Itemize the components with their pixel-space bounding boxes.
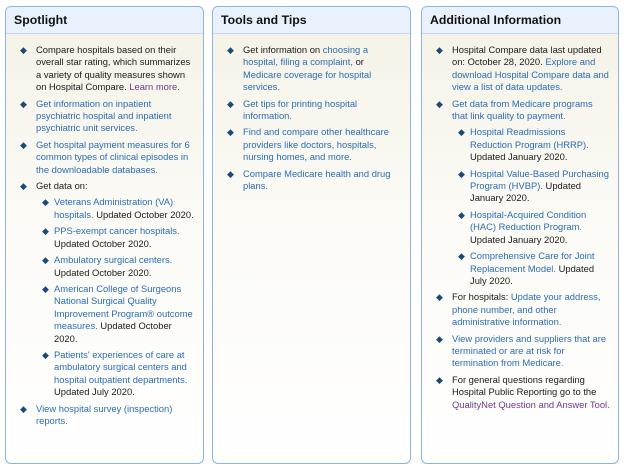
list-item [227, 44, 402, 94]
sub-list-item [452, 250, 610, 287]
compare-plans-link[interactable]: Compare Medicare health and drug plans. [243, 167, 391, 192]
psychiatric-info-link[interactable]: Get information on inpatient psychiatric hospital and inpatient psychiatric unit services. [36, 97, 172, 134]
choosing-hospital-link[interactable]: choosing a hospital, filing a complaint, [243, 44, 369, 68]
tools-title: Tools and Tips [213, 7, 410, 34]
updated-text: Updated October 2020. [54, 266, 152, 278]
bullet-icon: ◆ [20, 139, 27, 150]
list-item [20, 403, 195, 428]
additional-title: Additional Information [422, 7, 618, 34]
updated-text: Updated July 2020. [54, 386, 135, 398]
list-item [20, 180, 195, 399]
additional-list [422, 34, 618, 411]
updated-text: Updated January 2020. [470, 180, 581, 204]
sub-list-item [452, 168, 610, 205]
bullet-icon: ◆ [436, 98, 443, 109]
tools-list [213, 34, 410, 192]
list-item [436, 333, 610, 370]
terminated-providers-link[interactable]: View providers and suppliers that are terminated or are at risk for termination from Medicare. [452, 332, 607, 369]
bullet-icon: ◆ [436, 45, 443, 55]
survey-reports-link[interactable]: View hospital survey (inspection) reports. [36, 402, 173, 426]
compare-providers-link[interactable]: Find and compare other healthcare providers like doctors, hospitals, nursing homes, and more. [243, 126, 389, 163]
cancer-hospitals-link[interactable]: PPS-exempt cancer hospitals. [54, 225, 180, 237]
update-address-link[interactable]: Update your address, phone number, and other administrative information. [452, 291, 601, 328]
updated-text: Updated October 2020. [54, 320, 172, 344]
bullet-icon: ◆ [458, 209, 465, 220]
updated-text: Updated January 2020. [470, 233, 568, 245]
learn-more-link[interactable]: Learn more. [129, 81, 180, 93]
surgical-centers-link[interactable]: Ambulatory surgical centers. [54, 254, 173, 266]
bullet-icon: ◆ [20, 403, 27, 414]
spotlight-list [6, 34, 203, 427]
bullet-icon: ◆ [458, 127, 465, 138]
sub-list [452, 126, 610, 287]
bullet-icon: ◆ [42, 197, 49, 208]
bullet-icon: ◆ [458, 251, 465, 262]
bullet-icon: ◆ [227, 127, 234, 138]
list-item [436, 98, 610, 288]
spotlight-title: Spotlight [6, 7, 203, 34]
spotlight-panel [5, 6, 204, 464]
bullet-icon: ◆ [227, 45, 234, 55]
list-item [436, 291, 610, 328]
list-item [227, 126, 402, 163]
hrrp-link[interactable]: Hospital Readmissions Reduction Program (HRRP). [470, 126, 589, 150]
additional-panel [421, 6, 619, 464]
list-item [436, 374, 610, 411]
bullet-icon: ◆ [42, 283, 49, 294]
updated-text: Updated October 2020. [54, 237, 152, 249]
bullet-icon: ◆ [42, 255, 49, 266]
list-item [227, 98, 402, 123]
sub-list [36, 196, 195, 398]
hvbp-link[interactable]: Hospital Value-Based Purchasing Program (HVBP). [470, 167, 609, 192]
bullet-icon: ◆ [436, 333, 443, 344]
medicare-coverage-link[interactable]: Medicare coverage for hospital services. [243, 68, 372, 93]
sub-list-item [36, 225, 195, 250]
sub-list-item [36, 196, 195, 221]
joint-replacement-link[interactable]: Comprehensive Care for Joint Replacement Model. [470, 250, 595, 274]
sub-list-item [36, 349, 195, 399]
list-item-text: Get information on [243, 44, 321, 55]
payment-measures-link[interactable]: Get hospital payment measures for 6 common types of clinical episodes in the downloadable databases. [36, 138, 190, 175]
bullet-icon: ◆ [458, 168, 465, 179]
list-item [227, 168, 402, 193]
updated-text: Updated October 2020. [96, 208, 194, 220]
sub-list-item [452, 209, 610, 246]
medicare-programs-link[interactable]: Get data from Medicare programs that link quality to payment. [452, 97, 593, 122]
list-item [436, 44, 610, 94]
bullet-icon: ◆ [227, 98, 234, 109]
list-item-text: For general questions regarding Hospital Public Reporting go to the [452, 373, 597, 398]
bullet-icon: ◆ [20, 98, 27, 109]
list-item-text: Hospital Compare data last updated on: October 28, 2020. [452, 44, 602, 68]
list-item-text: Compare hospitals based on their overall star rating, which summarizes a variety of quality measures shown on Hospital Compare. [36, 44, 191, 93]
list-item [20, 98, 195, 135]
bullet-icon: ◆ [436, 292, 443, 303]
list-item-text: Get data on: [36, 180, 88, 192]
qualitynet-link[interactable]: QualityNet Question and Answer Tool. [452, 398, 610, 410]
va-hospitals-link[interactable]: Veterans Administration (VA) hospitals. [54, 196, 174, 220]
sub-list-item [452, 126, 610, 163]
explore-data-link[interactable]: Explore and download Hospital Compare data and view a list of data updates. [452, 56, 609, 93]
list-item-text: or [355, 56, 364, 68]
printing-tips-link[interactable]: Get tips for printing hospital information. [243, 97, 358, 122]
bullet-icon: ◆ [42, 349, 49, 360]
bullet-icon: ◆ [20, 181, 27, 192]
surgeons-program-link[interactable]: American College of Surgeons National Surgical Quality Improvement Program® outcome measures. [54, 282, 193, 332]
list-item-text: For hospitals: [452, 291, 509, 303]
bullet-icon: ◆ [42, 226, 49, 237]
sub-list-item [36, 283, 195, 345]
patient-experiences-link[interactable]: Patients' experiences of care at ambulatory surgical centers and hospital outpatient departments. [54, 348, 188, 385]
bullet-icon: ◆ [227, 168, 234, 179]
sub-list-item [36, 254, 195, 279]
tools-panel [212, 6, 411, 464]
hac-link[interactable]: Hospital-Acquired Condition (HAC) Reduction Program. [470, 208, 587, 233]
list-item [20, 139, 195, 176]
bullet-icon: ◆ [20, 45, 27, 55]
updated-text: Updated January 2020. [470, 151, 568, 163]
updated-text: Updated July 2020. [470, 262, 595, 286]
list-item [20, 44, 195, 94]
bullet-icon: ◆ [436, 374, 443, 385]
